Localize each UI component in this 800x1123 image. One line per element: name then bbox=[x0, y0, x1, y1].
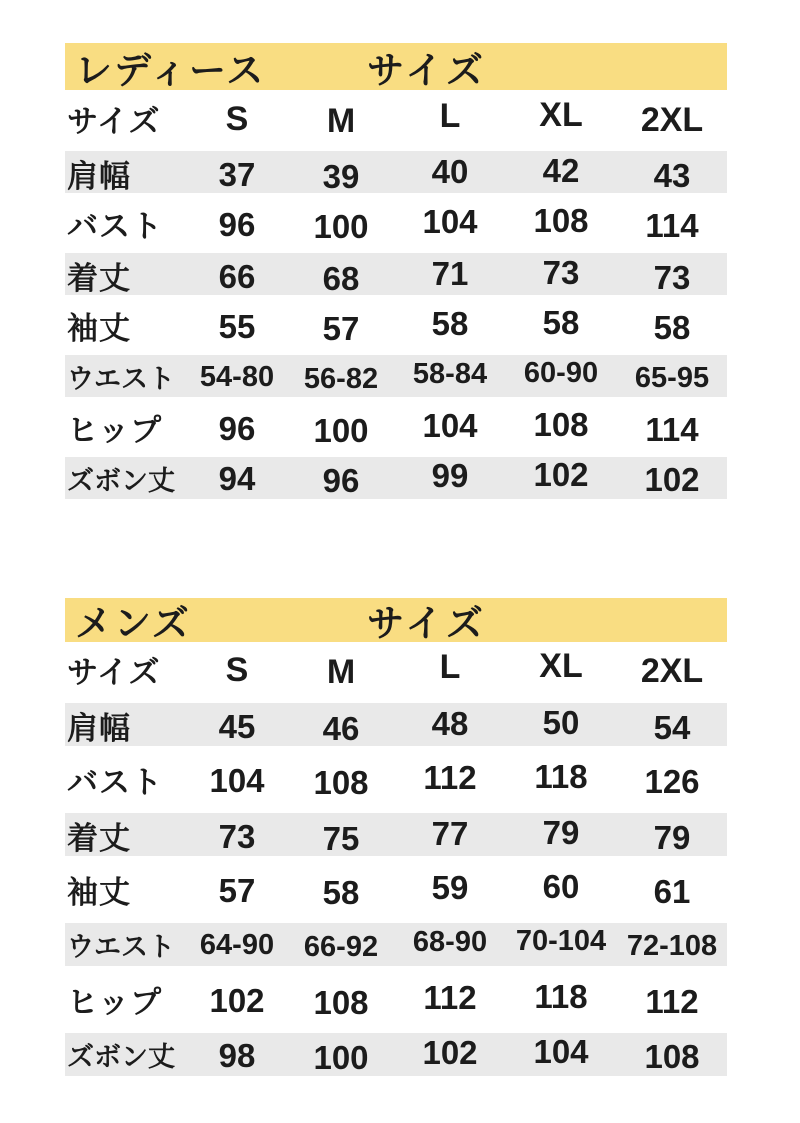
column-header-xl: XL bbox=[539, 647, 583, 685]
row-label: 着丈 bbox=[67, 821, 131, 856]
row-label: ヒップ bbox=[67, 985, 163, 1020]
cell-value: 56-82 bbox=[303, 362, 379, 395]
cell-value: 45 bbox=[218, 707, 256, 745]
mens-row-bust bbox=[65, 752, 727, 807]
cell-value: 68 bbox=[322, 259, 360, 297]
mens-row-hip bbox=[65, 972, 727, 1027]
cell-value: 79 bbox=[542, 813, 580, 851]
ladies-title: レディース bbox=[75, 49, 266, 91]
row-label: ズボン丈 bbox=[67, 465, 175, 496]
cell-value: 65-95 bbox=[634, 361, 710, 394]
ladies-row-hip bbox=[65, 402, 727, 453]
row-label: 着丈 bbox=[67, 261, 131, 296]
cell-value: 104 bbox=[209, 761, 265, 799]
cell-value: 40 bbox=[431, 152, 469, 190]
cell-value: 96 bbox=[322, 462, 360, 499]
cell-value: 112 bbox=[423, 978, 477, 1016]
cell-value: 99 bbox=[431, 457, 469, 494]
cell-value: 102 bbox=[209, 981, 265, 1019]
cell-value: 60-90 bbox=[523, 356, 599, 389]
cell-value: 61 bbox=[653, 872, 691, 910]
cell-value: 42 bbox=[542, 151, 580, 189]
cell-value: 73 bbox=[542, 253, 580, 291]
cell-value: 58 bbox=[653, 308, 691, 346]
cell-value: 100 bbox=[313, 207, 369, 245]
ladies-size-caption: サイズ bbox=[367, 49, 488, 91]
row-label: ズボン丈 bbox=[67, 1042, 175, 1072]
cell-value: 73 bbox=[653, 258, 691, 296]
cell-value: 114 bbox=[645, 206, 699, 244]
ladies-row-bust bbox=[65, 198, 727, 249]
cell-value: 37 bbox=[218, 155, 256, 193]
cell-value: 118 bbox=[534, 977, 588, 1015]
cell-value: 70-104 bbox=[515, 925, 607, 957]
cell-value: 66 bbox=[218, 257, 256, 295]
column-header-m: M bbox=[326, 102, 356, 140]
cell-value: 96 bbox=[218, 409, 256, 447]
cell-value: 108 bbox=[313, 983, 369, 1021]
row-label-size: サイズ bbox=[67, 655, 161, 690]
cell-value: 64-90 bbox=[199, 929, 275, 961]
mens-title: メンズ bbox=[75, 603, 191, 644]
cell-value: 98 bbox=[218, 1036, 256, 1074]
cell-value: 72-108 bbox=[626, 930, 718, 962]
cell-value: 112 bbox=[645, 982, 699, 1020]
cell-value: 39 bbox=[322, 157, 360, 195]
ladies-columns-row bbox=[65, 90, 727, 147]
row-label: 袖丈 bbox=[67, 875, 131, 910]
row-label-size: サイズ bbox=[67, 104, 161, 139]
column-header-l: L bbox=[439, 97, 461, 135]
column-header-s: S bbox=[225, 100, 249, 138]
cell-value: 75 bbox=[322, 819, 360, 857]
cell-value: 60 bbox=[542, 867, 580, 905]
cell-value: 66-92 bbox=[303, 931, 379, 963]
column-header-2xl: 2XL bbox=[640, 652, 704, 690]
row-label: バスト bbox=[67, 209, 163, 244]
cell-value: 58-84 bbox=[412, 357, 488, 390]
mens-row-pants-length bbox=[65, 1027, 727, 1082]
cell-value: 58 bbox=[322, 873, 360, 911]
row-label: 肩幅 bbox=[67, 711, 131, 746]
cell-value: 104 bbox=[422, 202, 478, 240]
ladies-row-shoulder-width bbox=[65, 147, 727, 198]
mens-row-shoulder-width bbox=[65, 697, 727, 752]
cell-value: 68-90 bbox=[412, 926, 488, 958]
cell-value: 108 bbox=[533, 405, 589, 443]
row-label: ウエスト bbox=[67, 363, 175, 394]
mens-columns-row bbox=[65, 642, 727, 697]
mens-header-band bbox=[65, 598, 727, 642]
cell-value: 58 bbox=[542, 303, 580, 341]
cell-value: 118 bbox=[534, 757, 588, 795]
mens-size-caption: サイズ bbox=[367, 603, 488, 644]
cell-value: 55 bbox=[218, 307, 256, 345]
cell-value: 104 bbox=[533, 1032, 589, 1070]
cell-value: 57 bbox=[218, 871, 256, 909]
cell-value: 112 bbox=[423, 758, 477, 796]
column-header-m: M bbox=[326, 653, 356, 691]
cell-value: 48 bbox=[431, 704, 469, 742]
mens-size-table bbox=[65, 598, 727, 1082]
cell-value: 54-80 bbox=[199, 360, 275, 393]
ladies-row-pants-length bbox=[65, 453, 727, 504]
cell-value: 114 bbox=[645, 410, 699, 448]
cell-value: 50 bbox=[542, 703, 580, 741]
cell-value: 94 bbox=[218, 460, 256, 497]
column-header-2xl: 2XL bbox=[640, 101, 704, 139]
cell-value: 126 bbox=[644, 762, 700, 800]
mens-row-sleeve-length bbox=[65, 862, 727, 917]
cell-value: 43 bbox=[653, 156, 691, 194]
cell-value: 46 bbox=[322, 709, 360, 747]
cell-value: 77 bbox=[431, 814, 469, 852]
column-header-xl: XL bbox=[539, 96, 583, 134]
cell-value: 71 bbox=[431, 254, 469, 292]
cell-value: 54 bbox=[653, 708, 691, 746]
cell-value: 73 bbox=[218, 817, 256, 855]
cell-value: 58 bbox=[431, 304, 469, 342]
ladies-row-body-length bbox=[65, 249, 727, 300]
mens-row-waist bbox=[65, 917, 727, 972]
cell-value: 102 bbox=[644, 461, 700, 498]
column-header-l: L bbox=[439, 648, 461, 686]
mens-row-body-length bbox=[65, 807, 727, 862]
cell-value: 108 bbox=[644, 1037, 700, 1075]
ladies-size-table bbox=[65, 43, 727, 504]
cell-value: 102 bbox=[533, 456, 589, 493]
cell-value: 102 bbox=[422, 1033, 478, 1071]
cell-value: 100 bbox=[313, 1038, 369, 1076]
row-label: 肩幅 bbox=[67, 159, 131, 194]
cell-value: 59 bbox=[431, 868, 469, 906]
row-label: ウエスト bbox=[67, 932, 175, 962]
ladies-row-sleeve-length bbox=[65, 300, 727, 351]
ladies-row-waist bbox=[65, 351, 727, 402]
row-label: ヒップ bbox=[67, 413, 163, 448]
cell-value: 57 bbox=[322, 309, 360, 347]
cell-value: 79 bbox=[653, 818, 691, 856]
cell-value: 108 bbox=[533, 201, 589, 239]
cell-value: 108 bbox=[313, 763, 369, 801]
row-label: バスト bbox=[67, 765, 163, 800]
cell-value: 104 bbox=[422, 406, 478, 444]
ladies-header-band bbox=[65, 43, 727, 90]
cell-value: 100 bbox=[313, 411, 369, 449]
row-label: 袖丈 bbox=[67, 311, 131, 346]
column-header-s: S bbox=[225, 651, 249, 689]
cell-value: 96 bbox=[218, 205, 256, 243]
